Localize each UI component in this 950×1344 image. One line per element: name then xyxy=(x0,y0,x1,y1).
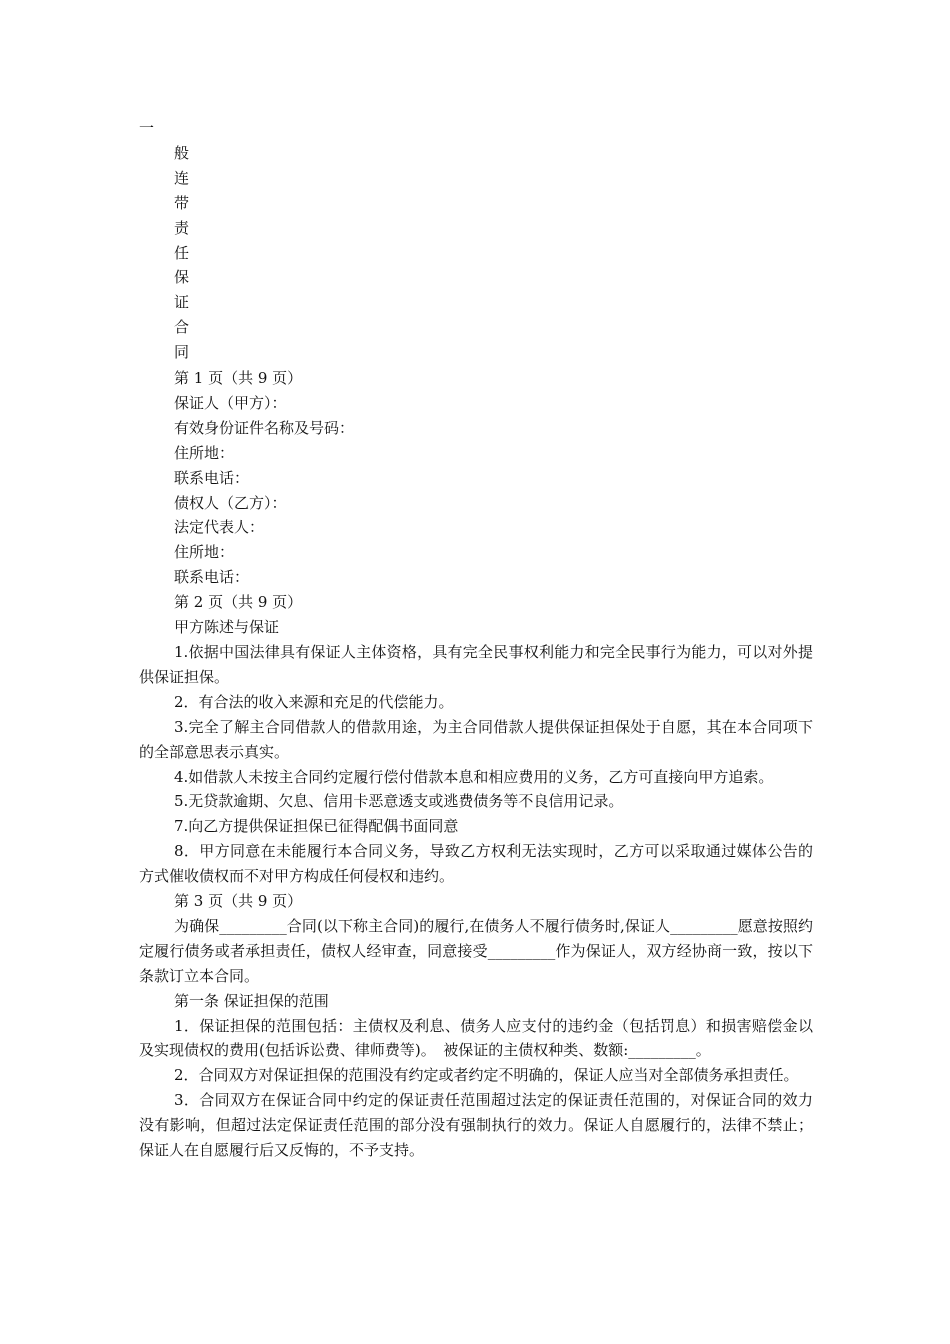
creditor-label: 债权人（乙方）： xyxy=(174,493,287,512)
creditor-address-label: 住所地： xyxy=(174,543,235,562)
legal-representative-label: 法定代表人： xyxy=(174,518,265,537)
title-char: 责 xyxy=(174,218,190,237)
guarantor-label: 保证人（甲方）： xyxy=(174,393,287,412)
clause-paragraph: 4.如借款人未按主合同约定履行偿付借款本息和相应费用的义务，乙方可直接向甲方追索。 xyxy=(174,767,774,786)
title-char: 连 xyxy=(174,168,190,187)
title-char: 带 xyxy=(174,193,190,212)
clause-paragraph: 8．甲方同意在未能履行本合同义务，导致乙方权利无法实现时，乙方可以采取通过媒体公告的方式催收债权而不对甲方构成任何侵权和违约。 xyxy=(139,842,813,886)
title-char: 保 xyxy=(174,268,190,287)
title-char: 任 xyxy=(174,243,190,262)
clause-paragraph: 7.向乙方提供保证担保已征得配偶书面同意 xyxy=(174,817,459,836)
clause-paragraph: 3.完全了解主合同借款人的借款用途，为主合同借款人提供保证担保处于自愿，其在本合同项下的全部意思表示真实。 xyxy=(139,717,813,761)
clause-paragraph: 2．合同双方对保证担保的范围没有约定或者约定不明确的，保证人应当对全部债务承担责任。 xyxy=(174,1066,799,1085)
page-marker: 第 2 页（共 9 页） xyxy=(174,593,303,612)
title-char: 证 xyxy=(174,293,190,312)
preamble-paragraph: 为确保_________合同(以下称主合同)的履行,在债务人不履行债务时,保证人_________愿意按照约定履行债务或者承担责任，债权人经审查，同意接受_________作为保证人，双方经协商一致，按以下条款订立本合同。 xyxy=(139,916,813,985)
page-marker: 第 3 页（共 9 页） xyxy=(174,892,303,911)
guarantor-phone-label: 联系电话： xyxy=(174,468,250,487)
clause-paragraph: 5.无贷款逾期、欠息、信用卡恶意透支或逃费债务等不良信用记录。 xyxy=(174,792,624,811)
id-document-label: 有效身份证件名称及号码： xyxy=(174,418,355,437)
creditor-phone-label: 联系电话： xyxy=(174,568,250,587)
clause-paragraph: 2．有合法的收入来源和充足的代偿能力。 xyxy=(174,692,454,711)
title-char: 合 xyxy=(174,318,190,337)
guarantor-address-label: 住所地： xyxy=(174,443,235,462)
section-heading: 甲方陈述与保证 xyxy=(174,618,280,637)
title-char: 同 xyxy=(174,343,190,362)
document-body xyxy=(139,366,813,1163)
clause-paragraph: 1．保证担保的范围包括：主债权及利息、债务人应支付的违约金（包括罚息）和损害赔偿金以及实现债权的费用(包括诉讼费、律师费等)。 被保证的主债权种类、数额:_________。 xyxy=(139,1016,813,1060)
clause-paragraph: 3．合同双方在保证合同中约定的保证责任范围超过法定的保证责任范围的，对保证合同的效力没有影响，但超过法定保证责任范围的部分没有强制执行的效力。保证人自愿履行的，法律不禁止；保证人在自愿履行后又反悔的，不予支持。 xyxy=(139,1091,813,1160)
vertical-title xyxy=(174,141,189,365)
page-marker: 第 1 页（共 9 页） xyxy=(174,369,303,387)
article-heading: 第一条 保证担保的范围 xyxy=(174,991,329,1010)
title-first-char: 一 xyxy=(139,119,155,137)
title-char: 般 xyxy=(174,144,190,162)
clause-paragraph: 1.依据中国法律具有保证人主体资格，具有完全民事权利能力和完全民事行为能力，可以对外提供保证担保。 xyxy=(139,642,813,686)
